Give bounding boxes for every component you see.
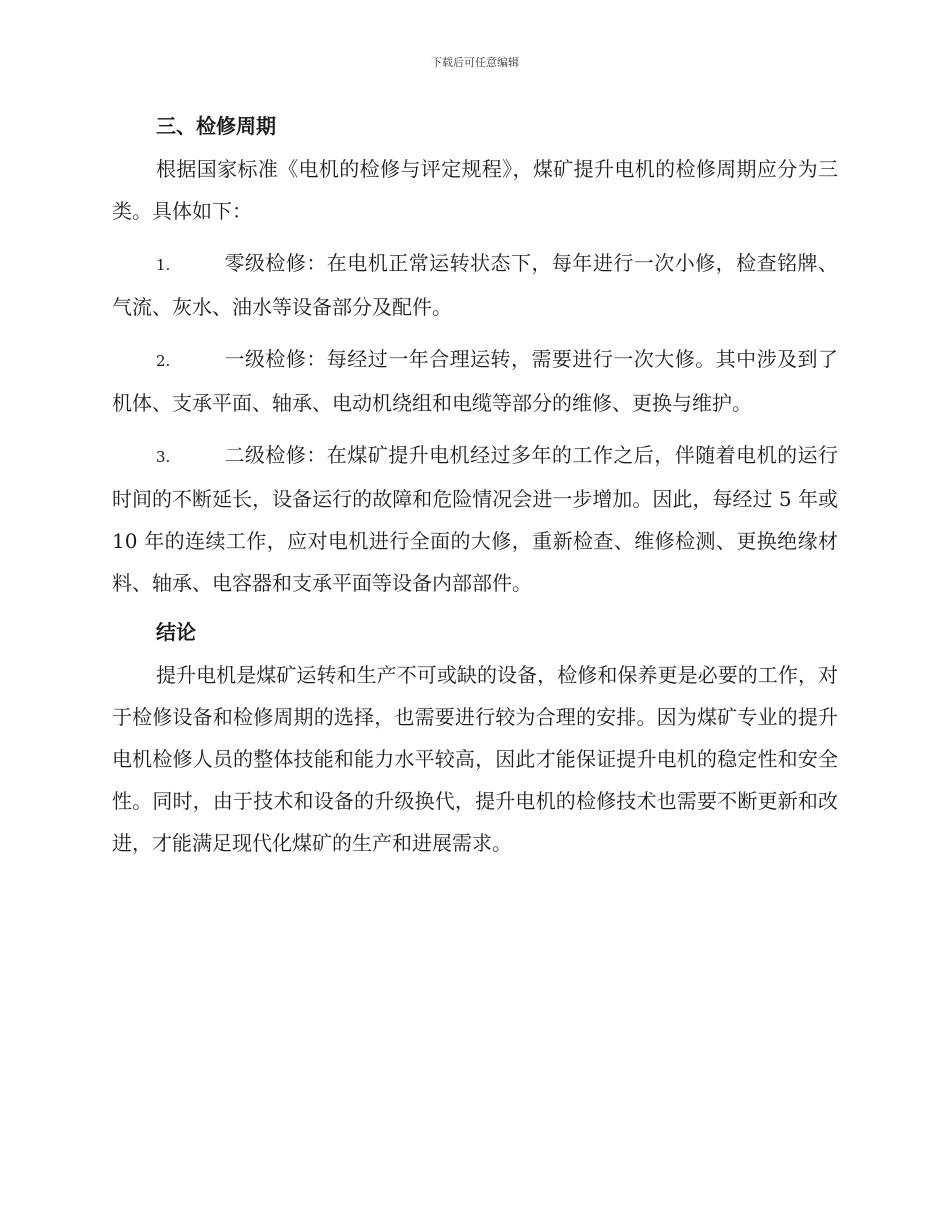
- section-heading-conclusion: 结论: [156, 620, 196, 644]
- list-item-number: 3.: [156, 448, 171, 466]
- list-item-text: 二级检修：在煤矿提升电机经过多年的工作之后，伴随着电机的运行时间的不断延长，设备运行的故障和危险情况会进一步增加。因此，每经过 5 年或 10 年的连续工作，应对电机进行全面的大修，重新检查、维修检测、更换绝缘材料、轴承、电容器和支承平面等设备内部部件。: [112, 443, 838, 595]
- section-intro-paragraph: 根据国家标准《电机的检修与评定规程》，煤矿提升电机的检修周期应分为三类。具体如下：: [112, 157, 838, 223]
- list-item: [112, 242, 838, 328]
- list-item-number: 2.: [156, 352, 171, 370]
- header-note: 下载后可任意编辑: [431, 56, 519, 69]
- list-item-text: 一级检修：每经过一年合理运转，需要进行一次大修。其中涉及到了机体、支承平面、轴承、电动机绕组和电缆等部分的维修、更换与维护。: [112, 347, 838, 415]
- section-heading-maintenance-cycle: 三、检修周期: [156, 114, 276, 138]
- conclusion-paragraph: 提升电机是煤矿运转和生产不可或缺的设备，检修和保养更是必要的工作，对于检修设备和检修周期的选择，也需要进行较为合理的安排。因为煤矿专业的提升电机检修人员的整体技能和能力水平较高，因此才能保证提升电机的稳定性和安全性。同时，由于技术和设备的升级换代，提升电机的检修技术也需要不断更新和改进，才能满足现代化煤矿的生产和进展需求。: [112, 663, 838, 855]
- list-item-text: 零级检修：在电机正常运转状态下，每年进行一次小修，检查铭牌、气流、灰水、油水等设备部分及配件。: [112, 251, 838, 319]
- list-item: [112, 338, 838, 424]
- list-item: [112, 434, 838, 604]
- list-item-number: 1.: [156, 256, 171, 274]
- document-body: [112, 104, 838, 864]
